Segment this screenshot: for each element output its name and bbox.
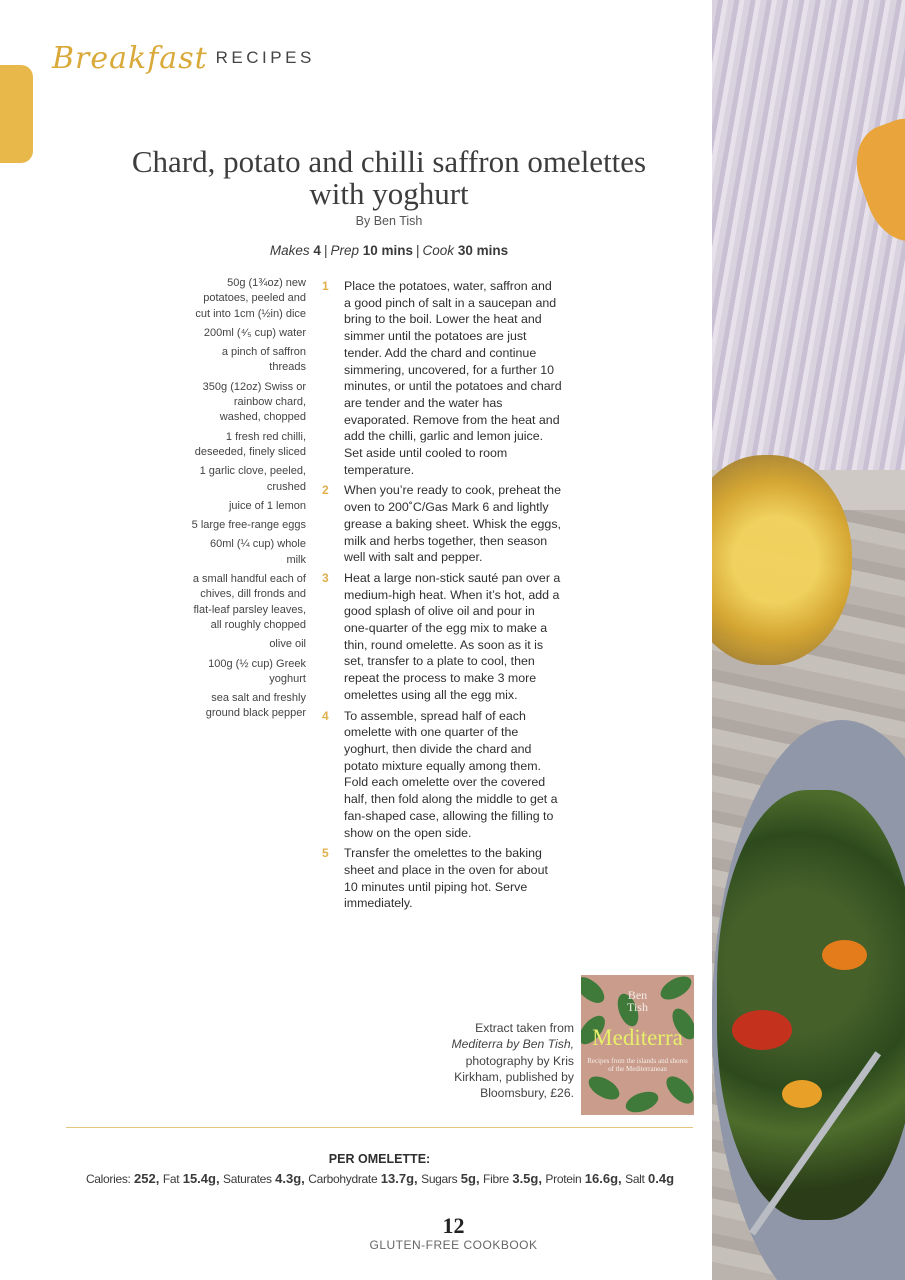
leaf-pattern xyxy=(623,1088,661,1115)
method-step xyxy=(322,482,562,566)
ingredient-item: juice of 1 lemon xyxy=(228,499,306,512)
nutrition-label: Carbohydrate xyxy=(308,1172,378,1186)
extract-details: photography by Kris Kirkham, published by Bloomsbury, £26. xyxy=(454,1053,574,1101)
step-number: 4 xyxy=(322,708,329,723)
recipe-title-line-2: with yoghurt xyxy=(309,176,469,211)
ingredient-item: 100g (½ cup) Greek yoghurt xyxy=(208,657,306,685)
nutrition-value: 0.4g xyxy=(648,1171,675,1186)
linen-cloth xyxy=(712,0,905,470)
ingredient-item: sea salt and freshly ground black pepper xyxy=(205,692,306,720)
leaf-pattern xyxy=(662,1072,694,1109)
prep-label: Prep xyxy=(330,243,359,258)
step-text: Place the potatoes, water, saffron and a good pinch of salt in a saucepan and bring to the boil. Lower the heat and simmer until the potatoes are just tender. Add the chard and continue simmering, uncovered, for a further 10 minutes, or until the potatoes and chard are tender and the water has evaporated. Remove from the heat and add the chilli, garlic and lemon juice. Set aside until cooled to room temperature. xyxy=(344,279,562,477)
nutrition-label: Fibre xyxy=(483,1172,509,1186)
recipe-meta: Makes 4 | Prep 10 mins | Cook 30 mins xyxy=(269,243,509,258)
nutrition-label: Sugars xyxy=(421,1172,458,1186)
ingredient-item: 5 large free-range eggs xyxy=(191,519,306,532)
step-number: 3 xyxy=(322,570,329,585)
ingredient-item: 50g (1¾oz) new potatoes, peeled and cut into 1cm (½in) dice xyxy=(195,277,306,320)
page-number: 12 xyxy=(442,1213,465,1238)
red-chilli xyxy=(732,1010,792,1050)
extract-credit xyxy=(440,1020,574,1101)
prep-value: 10 mins xyxy=(362,243,414,258)
method-step xyxy=(322,708,562,842)
divider xyxy=(66,1127,693,1128)
recipe-title xyxy=(64,146,714,210)
recipe-byline: By Ben Tish xyxy=(355,214,423,228)
book-author-line-2: Tish xyxy=(627,1000,648,1014)
nutrition-label: Saturates xyxy=(223,1172,272,1186)
cook-value: 30 mins xyxy=(457,243,509,258)
recipe-title-line-1: Chard, potato and chilli saffron omelettes xyxy=(131,144,647,179)
ingredient-item: 1 fresh red chilli, deseeded, finely sliced xyxy=(194,430,306,458)
step-text: When you’re ready to cook, preheat the oven to 200˚C/Gas Mark 6 and lightly grease a baking sheet. Whisk the eggs, milk and herbs together, then season well with salt and pepper. xyxy=(344,483,561,565)
book-cover xyxy=(581,975,694,1115)
nutrition-label: Protein xyxy=(545,1172,582,1186)
cook-label: Cook xyxy=(422,243,455,258)
ingredient-item: olive oil xyxy=(269,638,306,651)
extract-book-title: Mediterra xyxy=(451,1037,503,1052)
ingredient-item: 200ml (⁴⁄₅ cup) water xyxy=(203,326,306,339)
nutrition-value: 16.6g, xyxy=(584,1171,622,1186)
method-step xyxy=(322,845,562,912)
nutrition-value: 252, xyxy=(134,1171,160,1186)
book-author xyxy=(581,989,694,1013)
step-number: 1 xyxy=(322,279,329,293)
nutrition-label: Fat xyxy=(162,1172,180,1186)
step-text: Transfer the omelettes to the baking sheet and place in the oven for about 10 minutes until piping hot. Serve immediately. xyxy=(344,846,548,911)
potato-piece xyxy=(782,1080,822,1108)
ingredient-item: 60ml (¼ cup) whole milk xyxy=(210,538,306,566)
nutrition-value: 3.5g, xyxy=(512,1171,542,1186)
nutrition-label: Salt xyxy=(625,1172,645,1186)
ingredient-item: a pinch of saffron threads xyxy=(221,346,306,374)
food-photo xyxy=(712,0,905,1280)
extract-intro: Extract taken from xyxy=(475,1021,574,1035)
method-step xyxy=(322,278,562,478)
extract-author: by Ben Tish, xyxy=(506,1037,574,1052)
step-number: 2 xyxy=(322,483,329,498)
step-text: To assemble, spread half of each omelette with one quarter of the yoghurt, then divide the chard and potato mixture equally among them. Fold each omelette over the covered half, then fold along the middle to get a fan-shaped case, allowing the filling to show on the open side. xyxy=(344,708,558,840)
section-script-title: Breakfast xyxy=(52,40,208,76)
makes-value: 4 xyxy=(313,243,321,258)
leaf-pattern xyxy=(585,1072,623,1105)
step-number: 5 xyxy=(322,846,329,861)
makes-label: Makes xyxy=(269,243,310,258)
method-steps xyxy=(322,278,562,916)
section-header xyxy=(52,36,315,80)
method-step xyxy=(322,570,562,704)
chard-greens xyxy=(717,790,905,1220)
nutrition-value: 15.4g, xyxy=(182,1171,220,1186)
nutrition-heading: PER OMELETTE: xyxy=(328,1152,431,1166)
ingredients-list xyxy=(190,276,306,726)
publication-name: GLUTEN-FREE COOKBOOK xyxy=(369,1238,538,1252)
nutrition-value: 5g, xyxy=(460,1171,480,1186)
section-tab xyxy=(0,65,33,163)
ingredient-item: 350g (12oz) Swiss or rainbow chard, washed, chopped xyxy=(202,380,306,424)
nutrition-info xyxy=(20,1171,740,1186)
book-title: Mediterra xyxy=(592,1025,683,1050)
nutrition-label: Calories: xyxy=(85,1172,131,1186)
ingredient-item: 1 garlic clove, peeled, crushed xyxy=(199,465,306,493)
ingredient-item: a small handful each of chives, dill fronds and flat-leaf parsley leaves, all roughly chopped xyxy=(192,573,306,631)
nutrition-value: 4.3g, xyxy=(275,1171,305,1186)
book-author-line-1: Ben xyxy=(627,988,648,1002)
section-caps-title: RECIPES xyxy=(215,48,315,67)
step-text: Heat a large non-stick sauté pan over a medium-high heat. When it’s hot, add a good splash of olive oil and pour in one-quarter of the egg mix to make a thin, round omelette. As soon as it is set, transfer to a plate to cool, then repeat the process to make 3 more omelettes using all the egg mix. xyxy=(344,570,561,702)
nutrition-value: 13.7g, xyxy=(380,1171,418,1186)
potato-piece xyxy=(822,940,867,970)
book-subtitle: Recipes from the islands and shores of the Mediterranean xyxy=(587,1057,688,1073)
